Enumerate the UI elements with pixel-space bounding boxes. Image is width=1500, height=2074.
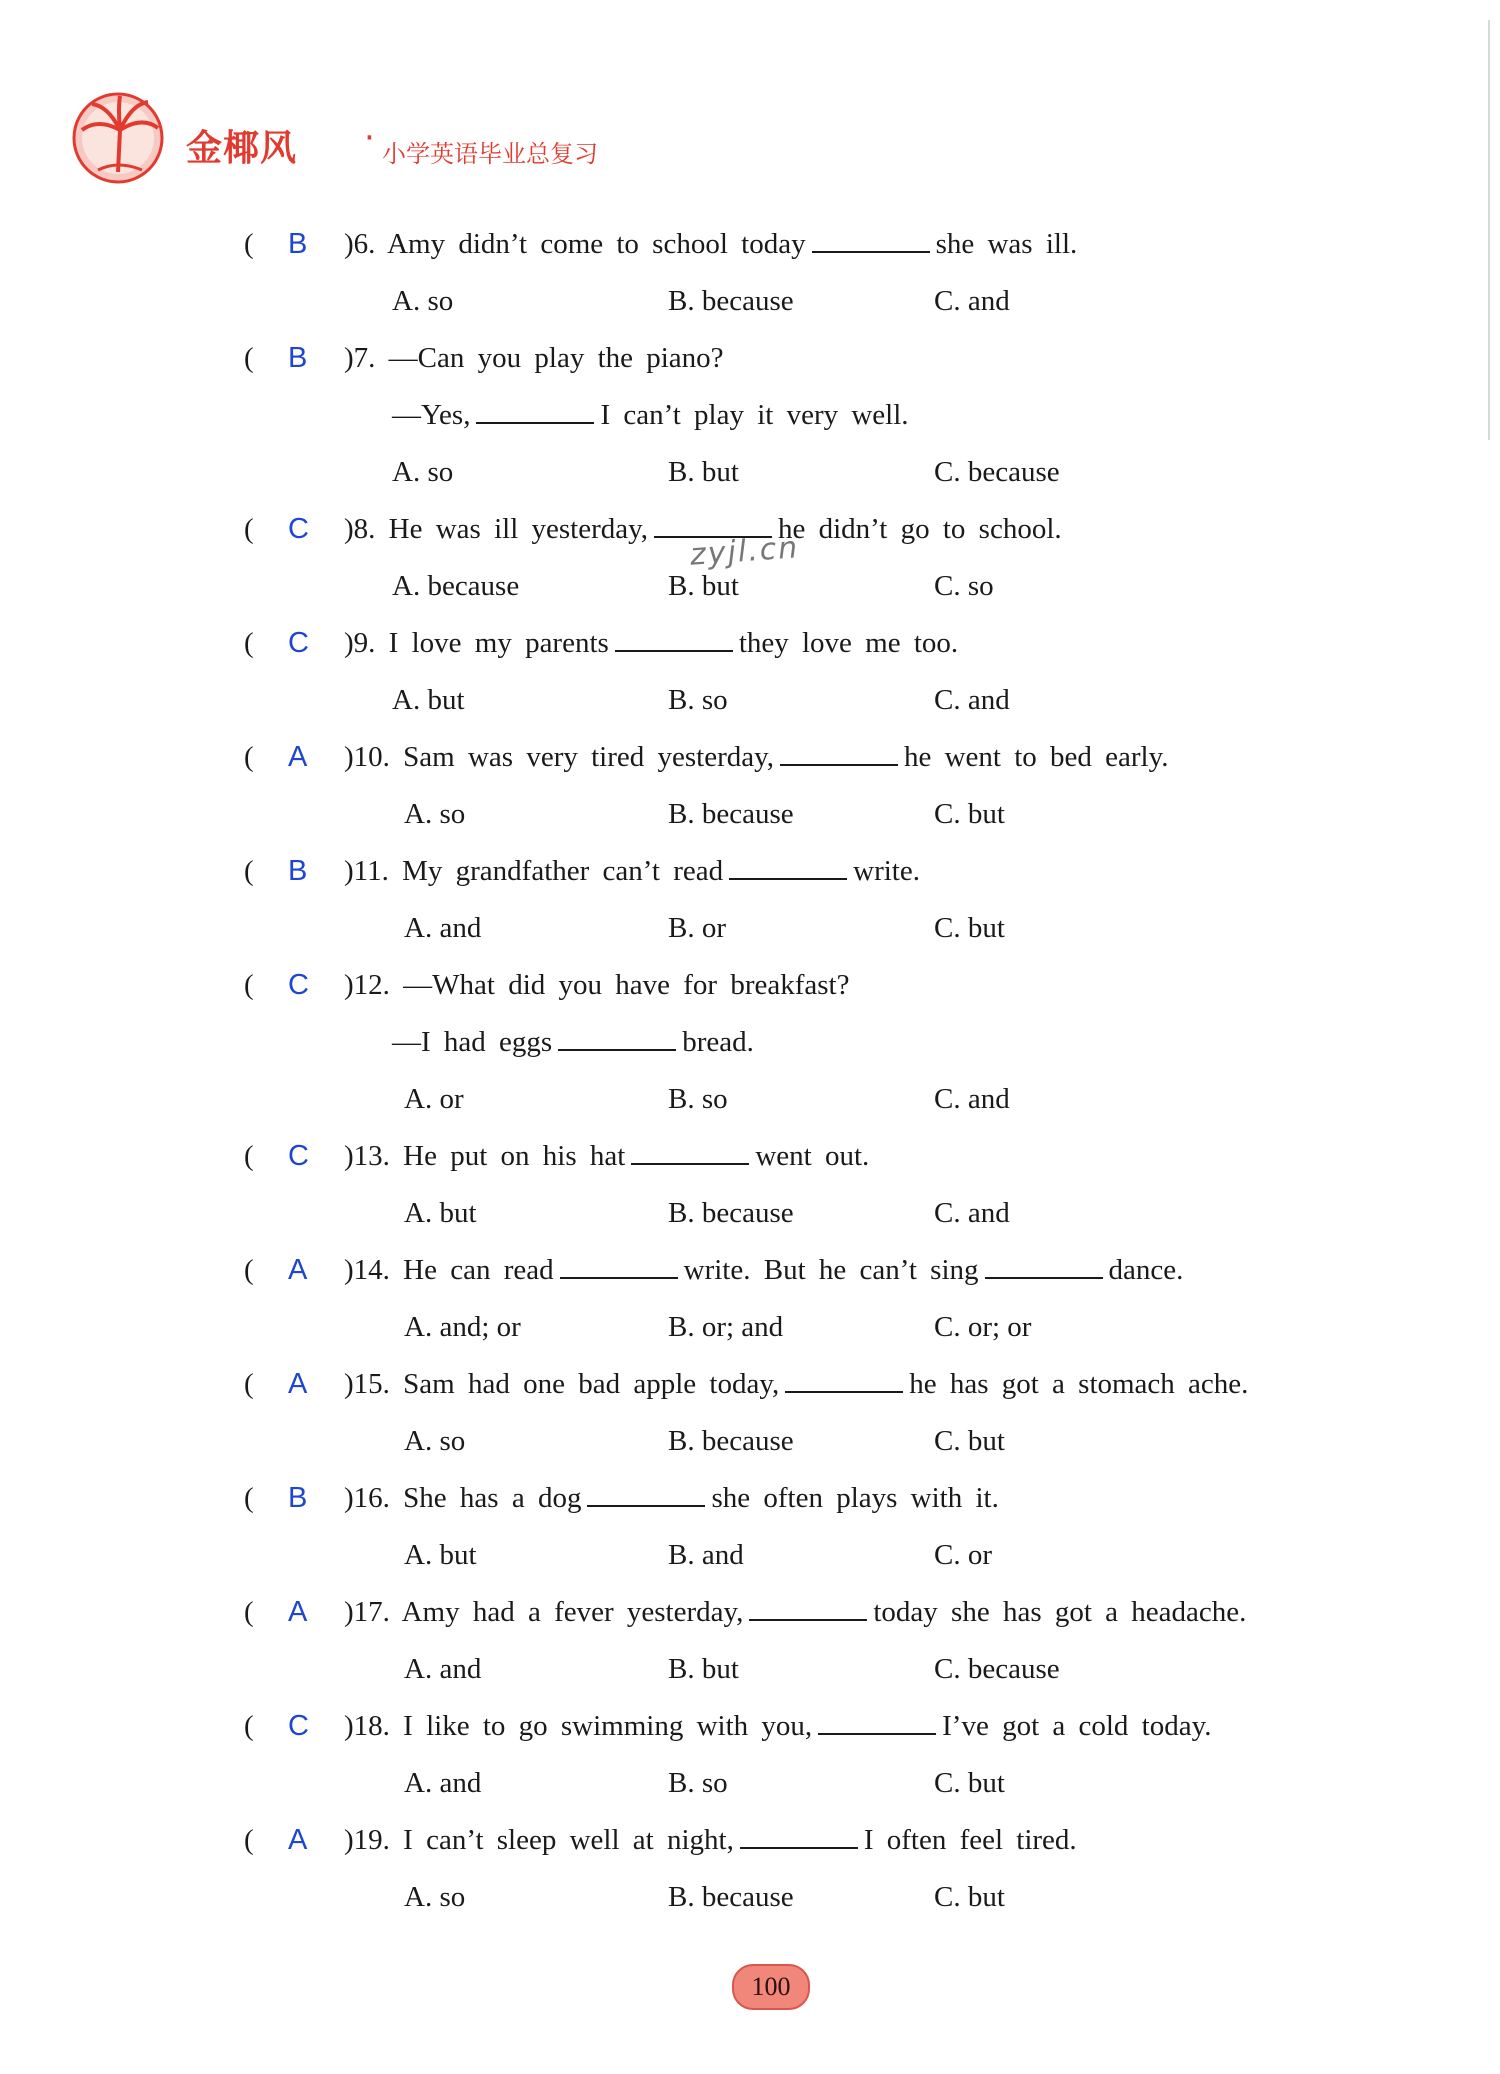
question-number: 9 [353,627,369,659]
answer-blank [558,1048,676,1051]
stem-text: I like to go swimming with you, [403,1710,813,1742]
stem-text: —Can you play the piano? [388,342,724,374]
stem-text: Sam was very tired yesterday, [403,741,774,773]
option-a: A. so [404,1881,466,1913]
answer-letter: C [288,1710,309,1742]
answer-paren: ( [244,1710,254,1742]
answer-blank [740,1846,858,1849]
option-b: B. so [668,1767,728,1799]
option-c: C. or [934,1539,992,1571]
option-c: C. so [934,570,994,602]
option-b: B. but [668,456,739,488]
option-b: B. so [668,1083,728,1115]
question-stem: )19. I can’t sleep well at night, I often feel tired. [344,1824,1077,1856]
answer-paren: ( [244,1254,254,1286]
stem-text-after: went out. [755,1140,870,1172]
question-number: 18 [353,1710,383,1742]
stem-text: Amy didn’t come to school today [387,228,806,260]
stem-text-after: dance. [1108,1254,1184,1286]
question-number: 17 [353,1596,383,1628]
option-c: C. but [934,1881,1005,1913]
question-number: 8 [353,513,369,545]
option-b: B. because [668,1881,794,1913]
stem-text: —I had eggs [392,1026,553,1058]
option-b: B. because [668,1425,794,1457]
stem-text: He can read [403,1254,554,1286]
answer-letter: B [288,855,308,887]
stem-text: My grandfather can’t read [402,855,724,887]
answer-paren: ( [244,969,254,1001]
answer-letter: C [288,969,309,1001]
stem-text: —What did you have for breakfast? [403,969,850,1001]
option-b: B. so [668,684,728,716]
answer-paren: ( [244,1368,254,1400]
answer-paren: ( [244,1482,254,1514]
stem-text: She has a dog [403,1482,582,1514]
option-c: C. but [934,1425,1005,1457]
brand-name: 金椰风 [186,128,298,169]
answer-blank [729,877,847,880]
stem-text-mid: write. But he can’t sing [683,1254,979,1286]
stem-text-after: they love me too. [738,627,959,659]
question-number: 11 [353,855,382,887]
stem-text-after: I can’t play it very well. [600,399,909,431]
stem-text-after: he didn’t go to school. [778,513,1062,545]
question-number: 15 [353,1368,383,1400]
option-b: B. or [668,912,726,944]
stem-text-after: I’ve got a cold today. [942,1710,1212,1742]
option-a: A. but [404,1197,477,1229]
option-c: C. but [934,798,1005,830]
answer-blank [818,1732,936,1735]
question-stem: )18. I like to go swimming with you, I’ve got a cold today. [344,1710,1212,1742]
answer-letter: A [288,1368,308,1400]
question-stem: )16. She has a dog she often plays with it. [344,1482,999,1514]
option-a: A. and [404,1767,482,1799]
question-stem: )7. —Can you play the piano? [344,342,724,374]
question-number: 12 [353,969,383,1001]
option-a: A. so [404,1425,466,1457]
answer-letter: A [288,1824,308,1856]
answer-paren: ( [244,342,254,374]
option-b: B. but [668,1653,739,1685]
answer-paren: ( [244,855,254,887]
answer-letter: B [288,1482,308,1514]
option-b: B. but [668,570,739,602]
option-c: C. or; or [934,1311,1032,1343]
answer-paren: ( [244,513,254,545]
brand-separator: · [364,118,375,158]
answer-blank [476,421,594,424]
option-c: C. and [934,1083,1010,1115]
option-a: A. so [404,798,466,830]
option-a: A. and; or [404,1311,521,1343]
option-c: C. because [934,456,1060,488]
stem-text-after: he has got a stomach ache. [909,1368,1249,1400]
option-c: C. but [934,912,1005,944]
question-number: 6 [353,228,369,260]
palm-tree-logo-icon [68,90,172,186]
question-number: 14 [353,1254,383,1286]
answer-paren: ( [244,1596,254,1628]
question-stem: )12. —What did you have for breakfast? [344,969,850,1001]
question-stem: )9. I love my parents they love me too. [344,627,959,659]
question-number: 10 [353,741,383,773]
answer-blank [587,1504,705,1507]
question-stem-line2 [392,1026,754,1059]
page-header [68,90,768,200]
answer-blank [812,250,930,253]
question-stem: )15. Sam had one bad apple today, he has got a stomach ache. [344,1368,1249,1400]
stem-text-after: bread. [682,1026,754,1058]
stem-text-after: he went to bed early. [903,741,1169,773]
answer-blank [654,535,772,538]
answer-paren: ( [244,741,254,773]
stem-text: He was ill yesterday, [388,513,648,545]
option-a: A. but [404,1539,477,1571]
option-c: C. and [934,684,1010,716]
question-stem: )14. He can read write. But he can’t sing dance. [344,1254,1184,1286]
answer-blank [615,649,733,652]
stem-text: Sam had one bad apple today, [403,1368,780,1400]
answer-letter: C [288,1140,309,1172]
stem-text: Amy had a fever yesterday, [401,1596,744,1628]
question-number: 19 [353,1824,383,1856]
option-a: A. and [404,912,482,944]
page-edge-line [1488,20,1490,440]
answer-letter: A [288,741,308,773]
answer-blank [780,763,898,766]
question-stem: )17. Amy had a fever yesterday, today she has got a headache. [344,1596,1247,1628]
stem-text-after: write. [853,855,920,887]
option-a: A. so [392,285,454,317]
option-c: C. because [934,1653,1060,1685]
question-number: 7 [353,342,369,374]
question-stem: )13. He put on his hat went out. [344,1140,870,1172]
option-a: A. so [392,456,454,488]
option-c: C. and [934,1197,1010,1229]
answer-blank [560,1276,678,1279]
book-subtitle: 小学英语毕业总复习 [382,140,598,168]
stem-text-after: today she has got a headache. [873,1596,1247,1628]
page-number-badge: 100 [732,1964,810,2010]
answer-blank [749,1618,867,1621]
option-b: B. and [668,1539,744,1571]
answer-paren: ( [244,627,254,659]
answer-letter: A [288,1596,308,1628]
option-a: A. and [404,1653,482,1685]
answer-letter: B [288,342,308,374]
question-stem: )11. My grandfather can’t read write. [344,855,920,887]
answer-letter: C [288,627,309,659]
stem-text: He put on his hat [403,1140,626,1172]
option-a: A. because [392,570,520,602]
answer-letter: B [288,228,308,260]
option-c: C. but [934,1767,1005,1799]
option-b: B. because [668,1197,794,1229]
stem-text: —Yes, [392,399,471,431]
answer-paren: ( [244,228,254,260]
answer-paren: ( [244,1140,254,1172]
answer-blank [785,1390,903,1393]
question-stem: )6. Amy didn’t come to school today she was ill. [344,228,1078,260]
option-b: B. because [668,798,794,830]
question-stem-line2 [392,399,909,432]
stem-text: I love my parents [388,627,609,659]
watermark: zyjl.cn [688,530,801,573]
option-a: A. but [392,684,465,716]
option-a: A. or [404,1083,464,1115]
stem-text-after: I often feel tired. [863,1824,1077,1856]
option-c: C. and [934,285,1010,317]
answer-paren: ( [244,1824,254,1856]
question-number: 16 [353,1482,383,1514]
stem-text-after: she often plays with it. [711,1482,999,1514]
stem-text-after: she was ill. [935,228,1078,260]
option-b: B. or; and [668,1311,784,1343]
answer-blank [985,1276,1103,1279]
question-stem: )10. Sam was very tired yesterday, he went to bed early. [344,741,1169,773]
stem-text: I can’t sleep well at night, [403,1824,734,1856]
answer-letter: A [288,1254,308,1286]
option-b: B. because [668,285,794,317]
answer-blank [631,1162,749,1165]
question-number: 13 [353,1140,383,1172]
question-stem: )8. He was ill yesterday, he didn’t go to school. [344,513,1062,545]
answer-letter: C [288,513,309,545]
